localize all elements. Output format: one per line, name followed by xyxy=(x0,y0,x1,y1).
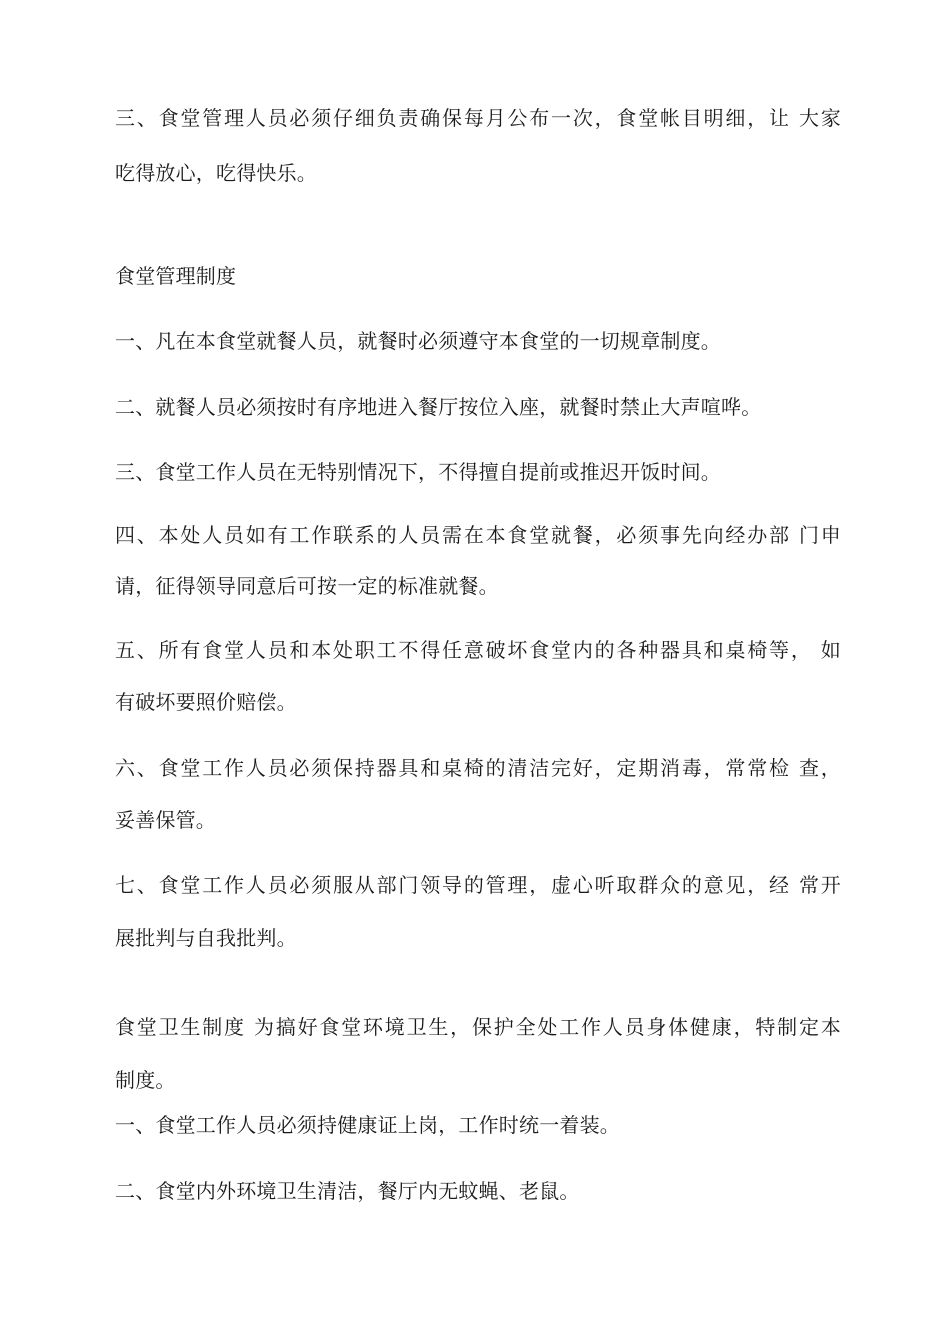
management-rule-7-line-2: 展批判与自我批判。 xyxy=(115,926,297,950)
hygiene-rule-1: 一、食堂工作人员必须持健康证上岗，工作时统一着装。 xyxy=(115,1113,620,1137)
management-rule-6-line-1: 六、食堂工作人员必须保持器具和桌椅的清洁完好，定期消毒，常常检 查， xyxy=(115,756,841,780)
management-rule-2: 二、就餐人员必须按时有序地进入餐厅按位入座，就餐时禁止大声喧哗。 xyxy=(115,395,762,419)
hygiene-rule-2: 二、食堂内外环境卫生清洁，餐厅内无蚊蝇、老鼠。 xyxy=(115,1179,580,1203)
management-rule-1: 一、凡在本食堂就餐人员，就餐时必须遵守本食堂的一切规章制度。 xyxy=(115,329,721,353)
management-rule-3: 三、食堂工作人员在无特别情况下，不得擅自提前或推迟开饭时间。 xyxy=(115,460,721,484)
hygiene-intro-line-2: 制度。 xyxy=(115,1068,176,1092)
hygiene-intro-line-1: 食堂卫生制度 为搞好食堂环境卫生，保护全处工作人员身体健康，特制定本 xyxy=(115,1015,841,1039)
management-rule-5-line-2: 有破坏要照价赔偿。 xyxy=(115,690,297,714)
paragraph-canteen-accounts-line-2: 吃得放心，吃得快乐。 xyxy=(115,161,317,185)
management-rule-6-line-2: 妥善保管。 xyxy=(115,808,216,832)
paragraph-canteen-accounts-line-1: 三、食堂管理人员必须仔细负责确保每月公布一次，食堂帐目明细，让 大家 xyxy=(115,106,841,130)
management-rule-4-line-1: 四、本处人员如有工作联系的人员需在本食堂就餐，必须事先向经办部 门申 xyxy=(115,523,841,547)
section-heading-management: 食堂管理制度 xyxy=(115,264,237,288)
management-rule-5-line-1: 五、所有食堂人员和本处职工不得任意破坏食堂内的各种器具和桌椅等， 如 xyxy=(115,638,841,662)
management-rule-4-line-2: 请，征得领导同意后可按一定的标准就餐。 xyxy=(115,574,499,598)
management-rule-7-line-1: 七、食堂工作人员必须服从部门领导的管理，虚心听取群众的意见，经 常开 xyxy=(115,873,841,897)
